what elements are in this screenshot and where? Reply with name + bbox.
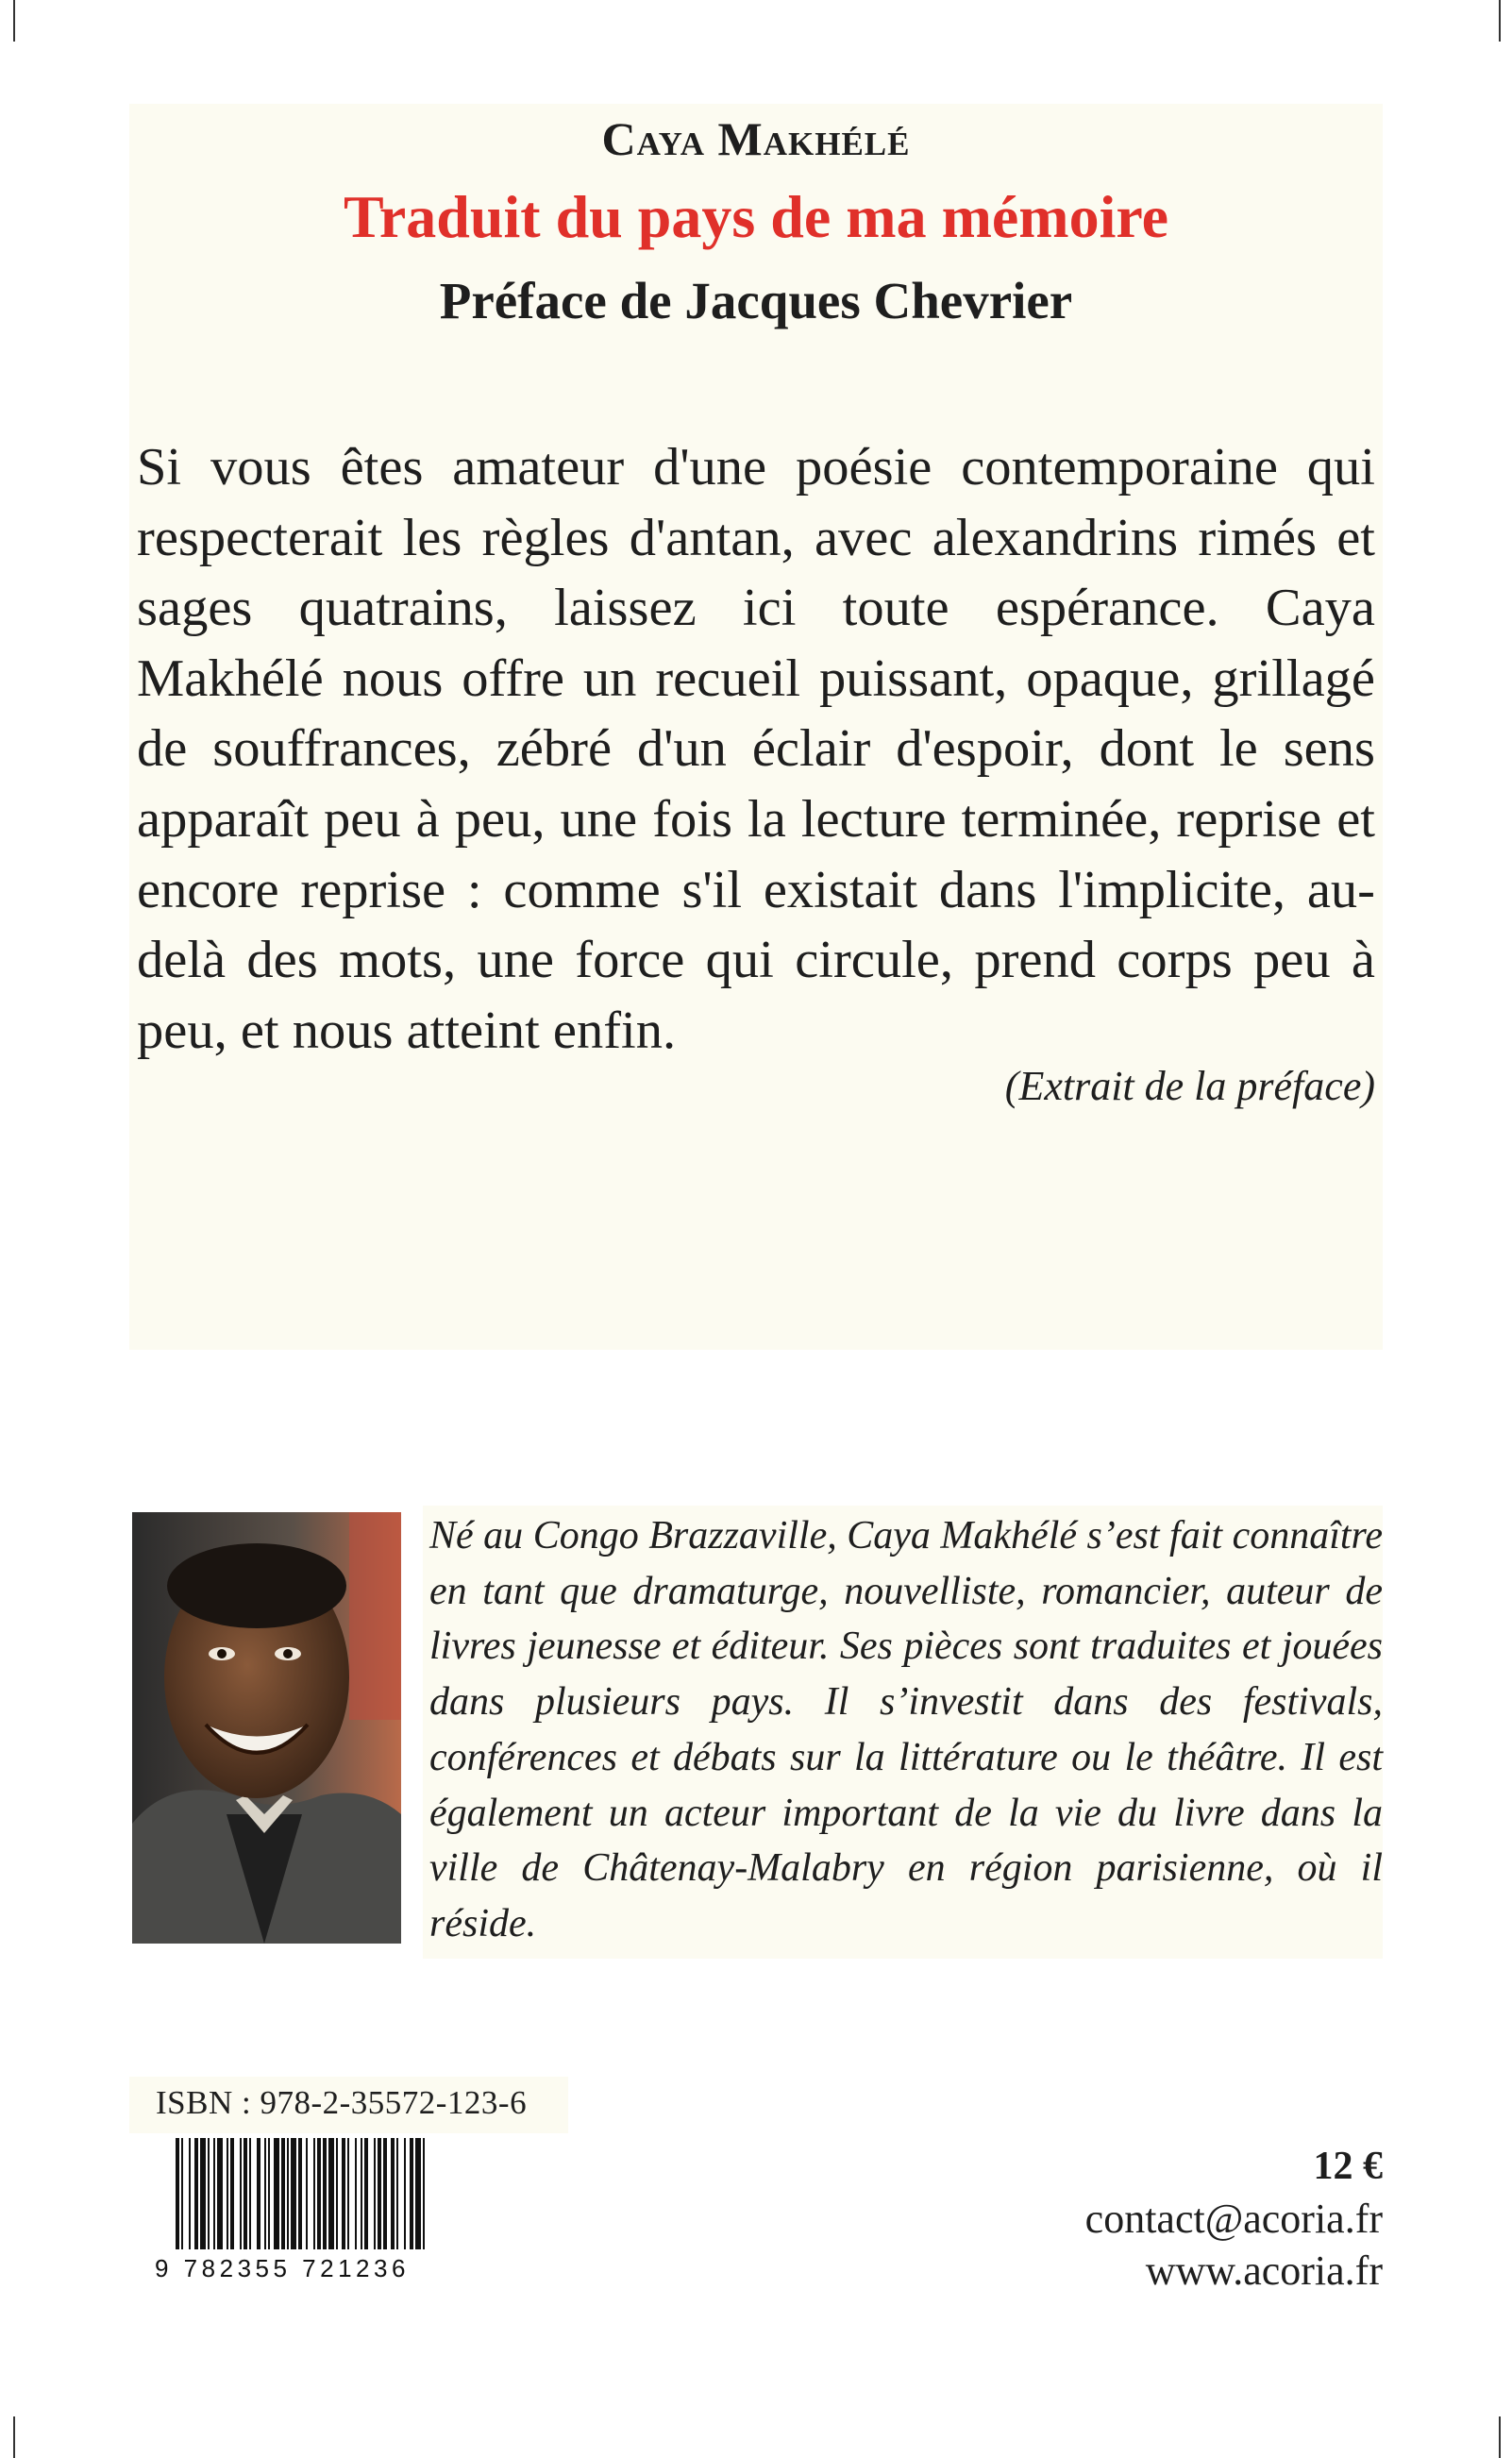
barcode-digits: 9 782355 721236 bbox=[155, 2249, 428, 2287]
publisher-website: www.acoria.fr bbox=[1145, 2248, 1383, 2294]
crop-mark-top-right bbox=[1499, 0, 1501, 42]
author-name: Caya Makhélé bbox=[601, 112, 911, 165]
blurb-source: (Extrait de la préface) bbox=[1004, 1063, 1375, 1109]
price: 12 € bbox=[1313, 2145, 1383, 2188]
author-bio: Né au Congo Brazzaville, Caya Makhélé s’est fait connaître en tant que dramaturge, nouvelliste, romancier, auteur de livres jeunesse et éditeur. Ses pièces sont traduites et jouées dans plusieurs pays. Il s’investit dans des festivals, conférences et débats sur la littérature ou le théâtre. Il est également un acteur important de la vie du livre dans la ville de Châtenay-Malabry en région parisienne, où il réside. bbox=[429, 1514, 1383, 1945]
crop-mark-bottom-left bbox=[13, 2416, 15, 2458]
author-photo bbox=[132, 1512, 401, 1944]
contact-email: contact@acoria.fr bbox=[1084, 2196, 1383, 2242]
crop-mark-bottom-right bbox=[1499, 2416, 1501, 2458]
blurb-paragraph: Si vous êtes amateur d'une poésie contemporaine qui respecterait les règles d'antan, avec alexandrins rimés et sages quatrains, laissez ici toute espérance. Caya Makhélé nous offre un recueil puissant, opaque, grillagé de souffrances, zébré d'un éclair d'espoir, dont le sens apparaît peu à peu, une fois la lecture terminée, reprise et encore reprise : comme s'il existait dans l'implicite, au-delà des mots, une force qui circule, prend corps peu à peu, et nous atteint enfin. bbox=[137, 438, 1375, 1060]
author-portrait-image bbox=[132, 1512, 401, 1944]
crop-mark-top-left bbox=[13, 0, 15, 42]
preface-credit: Préface de Jacques Chevrier bbox=[439, 272, 1073, 329]
isbn-label: ISBN : 978-2-35572-123-6 bbox=[156, 2084, 528, 2121]
book-title: Traduit du pays de ma mémoire bbox=[343, 183, 1169, 250]
